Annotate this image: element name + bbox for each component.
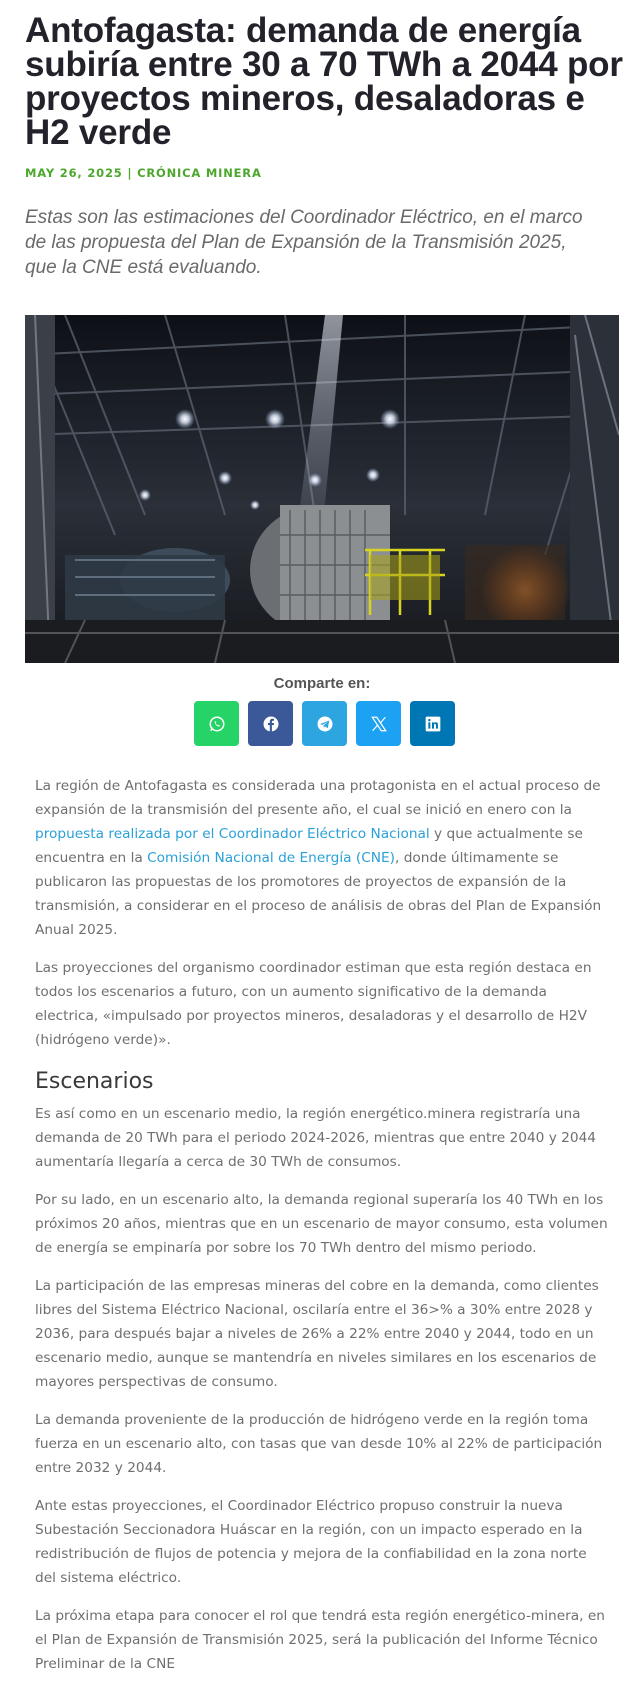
paragraph-5: La participación de las empresas mineras del cobre en la demanda, como clientes libres del Sistema Eléctrico Nacional, oscilaría entre el 36>% a 30% entre 2028 y 2036, para después bajar a niveles de 26% a 22% entre 2040 y 2044, todo en un escenario medio, aunque se mantendría en niveles similares en los escenarios de mayores perspectivas de consumo. <box>35 1278 599 1390</box>
facebook-icon <box>262 715 280 733</box>
paragraph-1-text-b: y que actualmente se encuentra en la <box>35 826 583 866</box>
paragraph-7: Ante estas proyecciones, el Coordinador Eléctrico propuso construir la nueva Subestación Seccionadora Huáscar en la región, con un impacto esperado en la redistribución de flujos de potencia y mejora de la confiabilidad en la zona norte del sistema eléctrico. <box>35 1498 587 1586</box>
article-meta: MAY 26, 2025 | CRÓNICA MINERA <box>25 166 262 180</box>
linkedin-share-button[interactable] <box>410 701 455 746</box>
paragraph-1-text-a: La región de Antofagasta es considerada una protagonista en el actual proceso de expansión de la transmisión del presente año, el cual se inició en enero con la <box>35 778 601 818</box>
facebook-share-button[interactable] <box>248 701 293 746</box>
article-lead: Estas son las estimaciones del Coordinador Eléctrico, en el marco de las propuesta del Plan de Expansión de la Transmisión 2025, que la CNE está evaluando. <box>25 207 583 278</box>
whatsapp-icon <box>208 715 226 733</box>
paragraph-4: Por su lado, en un escenario alto, la demanda regional superaría los 40 TWh en los próximos 20 años, mientras que en un escenario de mayor consumo, esta volumen de energía se empinaría por sobre los 70 TWh dentro del mismo periodo. <box>35 1192 608 1256</box>
x-icon <box>370 715 388 733</box>
paragraph-2: Las proyecciones del organismo coordinador estiman que esta región destaca en todos los escenarios a futuro, con un aumento significativo de la demanda electrica, «impulsado por proyectos mineros, desaladoras y el desarrollo de H2V (hidrógeno verde)». <box>35 960 592 1048</box>
paragraph-8: La próxima etapa para conocer el rol que tendrá esta región energético-minera, en el Plan de Expansión de Transmisión 2025, será la publicación del Informe Técnico Preliminar de la CNE <box>35 1608 605 1672</box>
paragraph-3: Es así como en un escenario medio, la región energético.minera registraría una demanda de 20 TWh para el periodo 2024-2026, mientras que entre 2040 y 2044 aumentaría llegaría a cerca de 30 TWh de consumos. <box>35 1106 596 1170</box>
paragraph-6: La demanda proveniente de la producción de hidrógeno verde en la región toma fuerza en un escenario alto, con tasas que van desde 10% al 22% de participación entre 2032 y 2044. <box>35 1412 603 1476</box>
x-share-button[interactable] <box>356 701 401 746</box>
telegram-share-button[interactable] <box>302 701 347 746</box>
paragraph-1 <box>35 774 611 942</box>
cne-link[interactable]: Comisión Nacional de Energía (CNE) <box>147 850 396 866</box>
paragraph-1-text-c: , donde últimamente se publicaron las propuestas de los promotores de proyectos de expansión de la transmisión, a considerar en el proceso de análisis de obras del Plan de Expansión Anual 2025. <box>35 850 602 938</box>
hero-image <box>25 315 619 663</box>
share-label: Comparte en: <box>273 675 371 692</box>
article-title: Antofagasta: demanda de energía subiría entre 30 a 70 TWh a 2044 por proyectos mineros, desaladoras e H2 verde <box>25 11 623 152</box>
whatsapp-share-button[interactable] <box>194 701 239 746</box>
telegram-icon <box>316 715 334 733</box>
section-heading: Escenarios <box>35 1069 154 1094</box>
industrial-plant-illustration <box>25 315 619 663</box>
article-body <box>35 774 611 1690</box>
linkedin-icon <box>425 716 441 732</box>
coordinador-link[interactable]: propuesta realizada por el Coordinador Eléctrico Nacional <box>35 826 430 842</box>
